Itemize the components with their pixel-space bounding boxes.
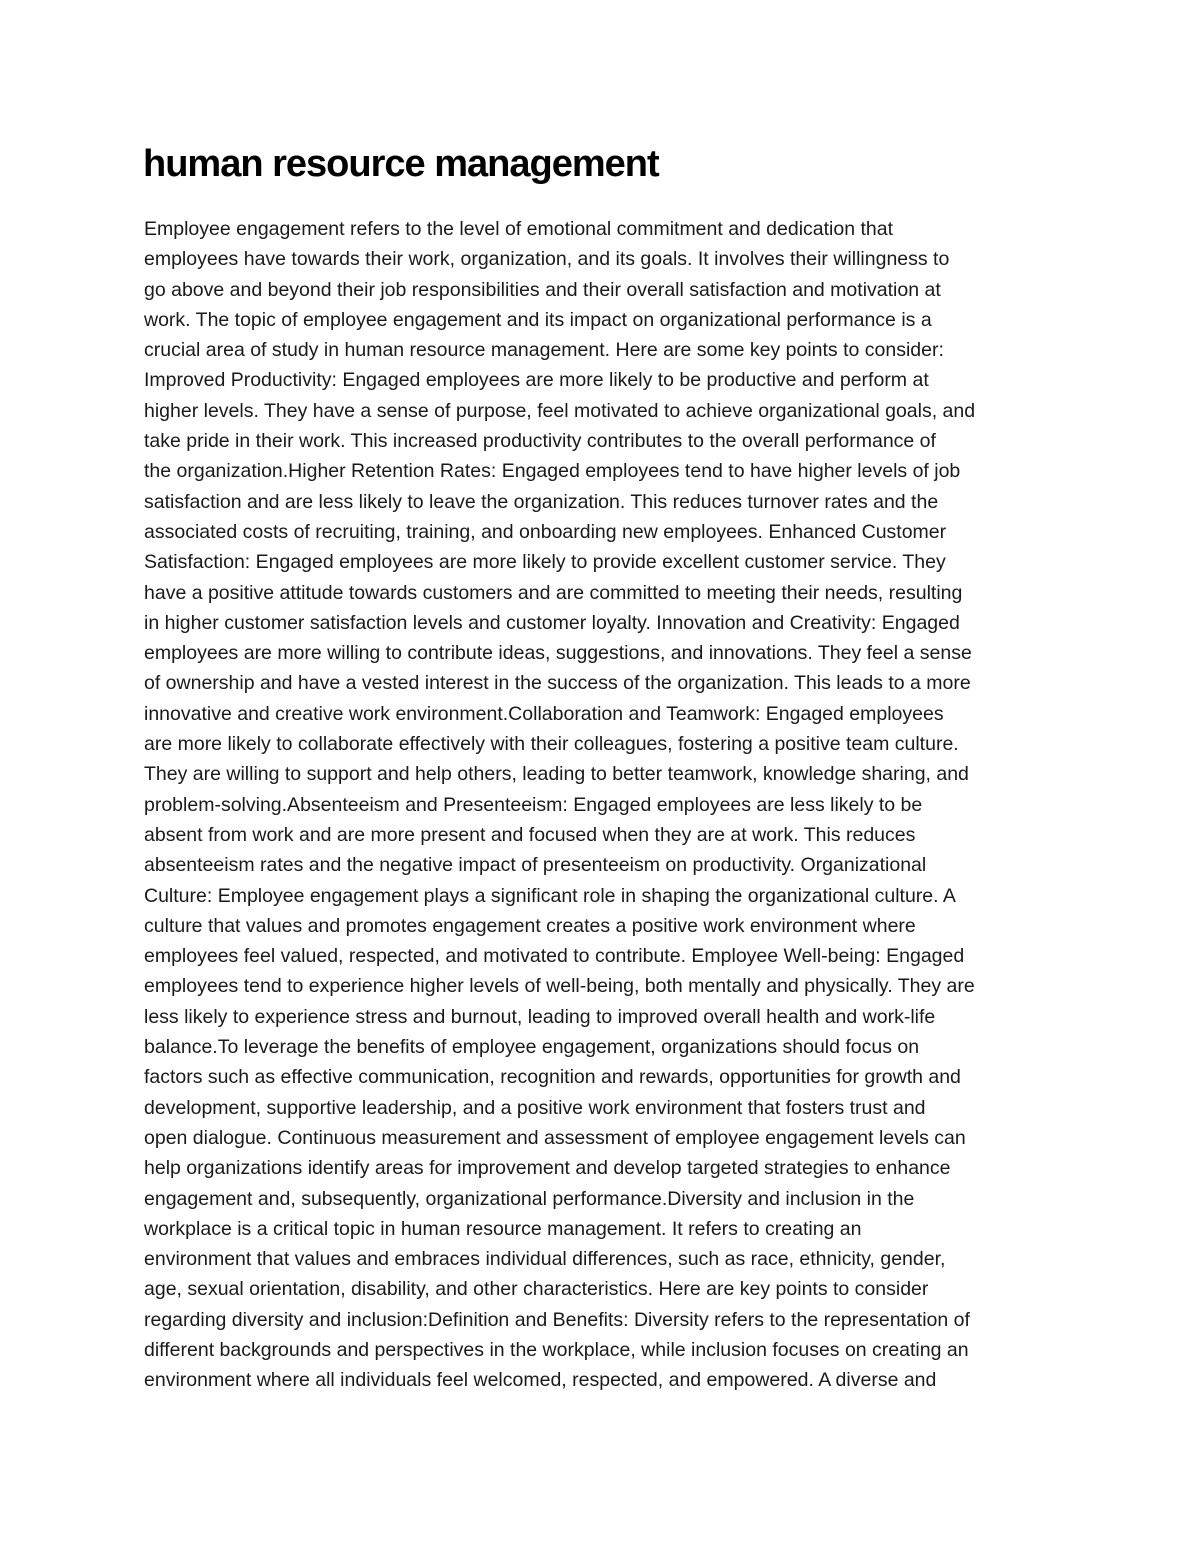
body-line: They are willing to support and help others, leading to better teamwork, knowledge sharing, and <box>144 763 969 786</box>
body-line: age, sexual orientation, disability, and other characteristics. Here are key points to consider <box>144 1278 929 1301</box>
body-line: problem-solving.Absenteeism and Presenteeism: Engaged employees are less likely to be <box>144 793 923 816</box>
body-line: Employee engagement refers to the level of emotional commitment and dedication that <box>144 218 894 240</box>
body-line: Culture: Employee engagement plays a significant role in shaping the organizational culture. A <box>144 884 956 907</box>
body-line: in higher customer satisfaction levels and customer loyalty. Innovation and Creativity: Engaged <box>144 611 960 634</box>
body-line: innovative and creative work environment.Collaboration and Teamwork: Engaged employees <box>144 702 944 725</box>
body-line: Satisfaction: Engaged employees are more likely to provide excellent customer service. They <box>144 551 946 574</box>
document-body <box>144 214 1064 1396</box>
body-line: environment that values and embraces individual differences, such as race, ethnicity, gender, <box>144 1248 946 1271</box>
body-line: employees are more willing to contribute ideas, suggestions, and innovations. They feel a sense <box>144 642 972 665</box>
body-line: are more likely to collaborate effectively with their colleagues, fostering a positive team culture. <box>144 733 959 756</box>
body-line: employees have towards their work, organization, and its goals. It involves their willingness to <box>144 248 950 271</box>
body-line: take pride in their work. This increased productivity contributes to the overall performance of <box>144 430 936 453</box>
body-line: balance.To leverage the benefits of employee engagement, organizations should focus on <box>144 1036 920 1059</box>
body-line: employees feel valued, respected, and motivated to contribute. Employee Well-being: Engaged <box>144 945 965 968</box>
body-line: absent from work and are more present and focused when they are at work. This reduces <box>144 823 916 846</box>
body-line: open dialogue. Continuous measurement and assessment of employee engagement levels can <box>144 1126 966 1149</box>
body-line: absenteeism rates and the negative impact of presenteeism on productivity. Organizational <box>144 854 927 877</box>
body-line: have a positive attitude towards customers and are committed to meeting their needs, resulting <box>144 581 963 604</box>
body-line: environment where all individuals feel welcomed, respected, and empowered. A diverse and <box>144 1369 937 1392</box>
body-line: less likely to experience stress and burnout, leading to improved overall health and work-life <box>144 1005 936 1028</box>
body-line: engagement and, subsequently, organizational performance.Diversity and inclusion in the <box>144 1187 915 1210</box>
body-line: the organization.Higher Retention Rates: Engaged employees tend to have higher levels of job <box>144 460 961 483</box>
body-line: workplace is a critical topic in human resource management. It refers to creating an <box>144 1217 862 1240</box>
body-line: work. The topic of employee engagement and its impact on organizational performance is a <box>144 308 932 331</box>
body-line: satisfaction and are less likely to leave the organization. This reduces turnover rates and the <box>144 490 939 513</box>
body-line: Improved Productivity: Engaged employees are more likely to be productive and perform at <box>144 369 929 392</box>
document-title: human resource management <box>143 143 659 185</box>
body-line: help organizations identify areas for improvement and develop targeted strategies to enhance <box>144 1157 951 1180</box>
body-line: crucial area of study in human resource management. Here are some key points to consider: <box>144 339 944 362</box>
body-line: culture that values and promotes engagement creates a positive work environment where <box>144 914 916 937</box>
body-line: of ownership and have a vested interest in the success of the organization. This leads to a more <box>144 672 971 695</box>
body-line: development, supportive leadership, and a positive work environment that fosters trust and <box>144 1096 926 1119</box>
body-line: associated costs of recruiting, training, and onboarding new employees. Enhanced Customer <box>144 520 947 543</box>
body-line: higher levels. They have a sense of purpose, feel motivated to achieve organizational goals, and <box>144 399 976 422</box>
body-line: regarding diversity and inclusion:Definition and Benefits: Diversity refers to the representation of <box>144 1308 970 1331</box>
body-line: employees tend to experience higher levels of well-being, both mentally and physically. They are <box>144 975 975 998</box>
body-line: go above and beyond their job responsibilities and their overall satisfaction and motivation at <box>144 278 941 301</box>
body-line: different backgrounds and perspectives in the workplace, while inclusion focuses on creating an <box>144 1338 969 1361</box>
body-line: factors such as effective communication, recognition and rewards, opportunities for growth and <box>144 1066 961 1089</box>
